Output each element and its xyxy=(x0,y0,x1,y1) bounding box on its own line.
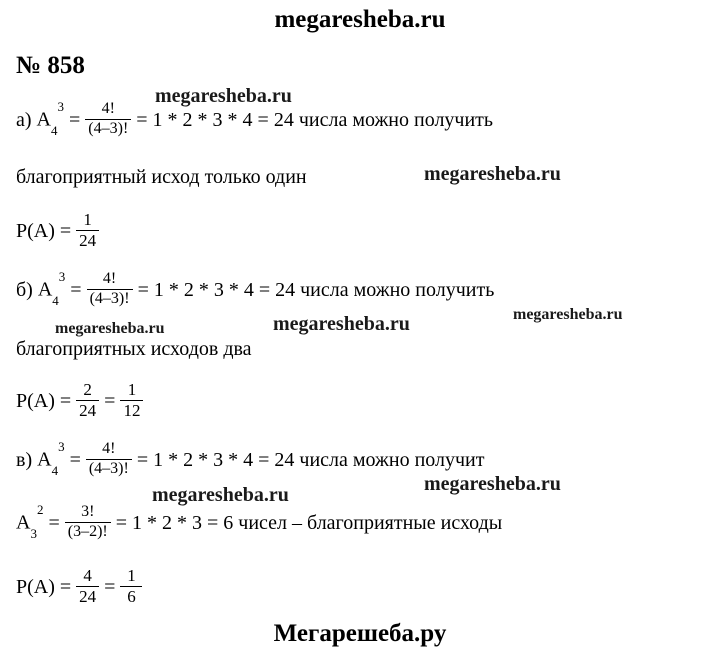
probability-fraction-a xyxy=(76,211,99,250)
fraction-numerator: 3! xyxy=(81,503,95,520)
probability-fraction-v1 xyxy=(76,567,99,606)
expression-tail-v2: = 1 * 2 * 3 = 6 чисел – благоприятные исходы xyxy=(115,511,503,534)
equals-sign-b: = xyxy=(70,278,82,301)
fraction-numerator: 2 xyxy=(83,380,92,399)
equals-sign-a: = xyxy=(69,108,81,131)
fraction-a xyxy=(85,101,131,138)
item-label-a: а) xyxy=(16,108,32,131)
expression-tail-b: = 1 * 2 * 3 * 4 = 24 числа можно получить xyxy=(137,278,495,301)
probability-line-v xyxy=(16,568,147,607)
probability-label-v: P(A) = xyxy=(16,575,72,598)
fraction-numerator: 1 xyxy=(127,380,137,399)
fraction-denominator: (4–3)! xyxy=(88,459,129,477)
probability-line-b xyxy=(16,382,148,421)
probability-fraction-b2 xyxy=(120,381,143,420)
probability-fraction-v2 xyxy=(120,567,142,606)
page-title xyxy=(16,52,85,80)
solution-line-b xyxy=(16,268,495,309)
probability-line-a xyxy=(16,212,104,251)
probability-label-a: P(A) = xyxy=(16,219,72,242)
number-sign: № xyxy=(16,52,42,79)
permutation-symbol-b: $A_4^3$ xyxy=(37,268,66,308)
item-label-v: в) xyxy=(16,448,33,471)
permutation-symbol-v2: $A_3^2$ xyxy=(16,501,44,541)
fraction-numerator: 1 xyxy=(83,210,92,229)
fraction-v2 xyxy=(65,504,111,541)
watermark: megaresheba.ru xyxy=(424,163,561,185)
fraction-v xyxy=(86,441,132,478)
note-a: благоприятный исход только один xyxy=(16,166,307,188)
fraction-denominator: (3–2)! xyxy=(67,522,108,540)
site-title: megaresheba.ru xyxy=(274,6,446,33)
solution-line-v2 xyxy=(16,501,503,542)
permutation-symbol-v: $A_4^3$ xyxy=(37,438,65,478)
note-b: благоприятных исходов два xyxy=(16,338,252,360)
watermark: megaresheba.ru xyxy=(55,320,165,337)
fraction-denominator: 24 xyxy=(79,400,97,420)
probability-fraction-b1 xyxy=(76,381,99,420)
permutation-symbol-a: $A_4^3$ xyxy=(36,98,64,138)
expression-tail-a: = 1 * 2 * 3 * 4 = 24 числа можно получить xyxy=(136,108,494,131)
fraction-numerator: 1 xyxy=(127,566,136,585)
probability-equals-b: = xyxy=(104,389,116,412)
watermark: megaresheba.ru xyxy=(273,313,410,335)
fraction-denominator: 24 xyxy=(79,586,97,606)
fraction-numerator: 4! xyxy=(102,440,116,457)
fraction-denominator: (4–3)! xyxy=(89,289,130,307)
equals-sign-v: = xyxy=(69,448,81,471)
probability-equals-v: = xyxy=(104,575,116,598)
watermark: megaresheba.ru xyxy=(152,484,289,506)
fraction-denominator: 24 xyxy=(79,230,97,250)
probability-label-b: P(A) = xyxy=(16,389,72,412)
expression-tail-v: = 1 * 2 * 3 * 4 = 24 числа можно получит xyxy=(136,448,485,471)
fraction-numerator: 4! xyxy=(101,100,115,117)
watermark: megaresheba.ru xyxy=(513,306,623,323)
site-footer: Мегарешеба.ру xyxy=(273,620,447,647)
task-number-value: 858 xyxy=(47,52,85,79)
solution-line-v xyxy=(16,438,485,479)
fraction-b xyxy=(87,271,133,308)
watermark: megaresheba.ru xyxy=(155,85,292,107)
fraction-numerator: 4! xyxy=(102,270,117,287)
watermark: megaresheba.ru xyxy=(424,473,561,495)
fraction-numerator: 4 xyxy=(83,566,92,585)
equals-sign-v2: = xyxy=(48,511,60,534)
fraction-denominator: (4–3)! xyxy=(88,119,129,137)
fraction-denominator: 6 xyxy=(127,586,136,606)
solution-line-a xyxy=(16,98,494,139)
fraction-denominator: 12 xyxy=(123,400,141,420)
item-label-b: б) xyxy=(16,278,33,301)
